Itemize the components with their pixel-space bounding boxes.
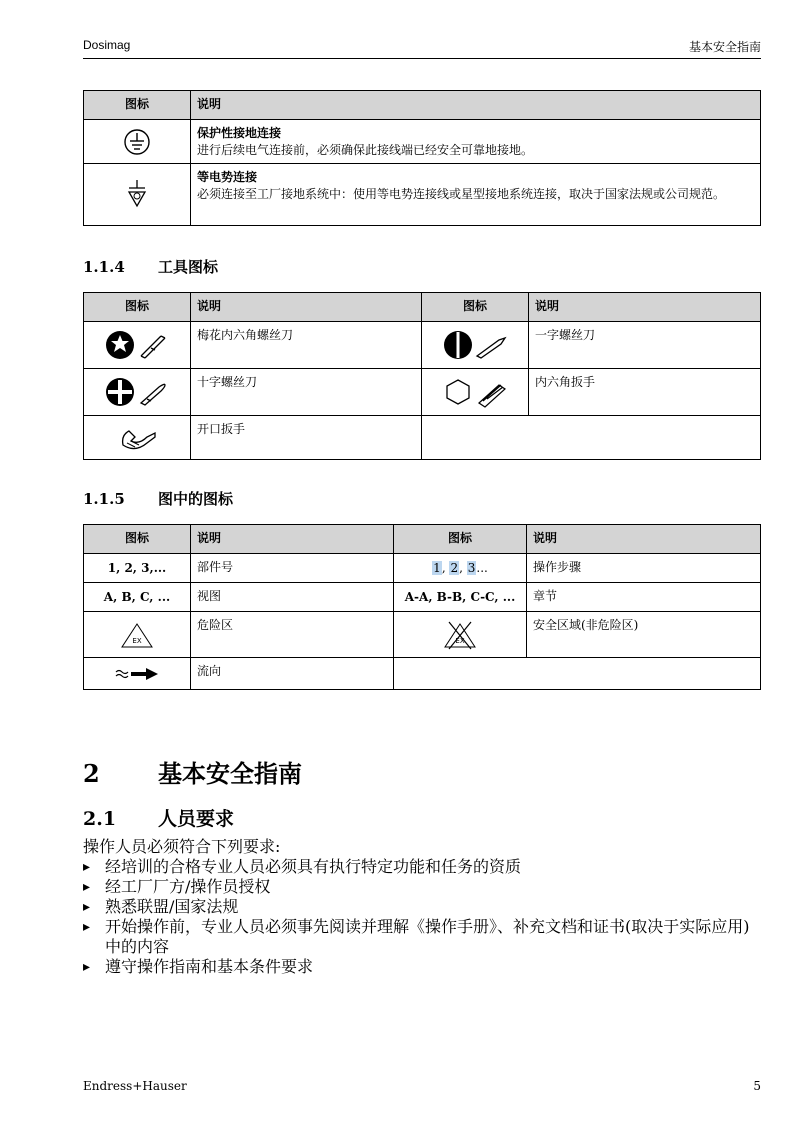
table-row <box>527 554 761 583</box>
section-title: 人员要求 <box>158 808 235 830</box>
tool-symbol-table <box>83 292 761 460</box>
section-symbol: A-A, B-B, C-C, ... <box>394 583 527 612</box>
header-product: Dosimag <box>83 38 131 52</box>
phillips-screwdriver-icon <box>84 369 191 416</box>
empty-cell <box>394 658 761 690</box>
col-header-icon: 图标 <box>422 293 529 322</box>
row-title: 等电势连接 <box>197 170 258 184</box>
hex-wrench-icon <box>422 369 529 416</box>
row-desc: 一字螺丝刀 <box>535 328 596 342</box>
section-number: 1.1.4 <box>83 258 125 276</box>
step-1: 1 <box>433 561 441 575</box>
row-desc: 流向 <box>197 664 222 678</box>
personnel-requirements <box>83 837 763 977</box>
section-number: 1.1.5 <box>83 490 125 508</box>
section-number: 2.1 <box>83 808 117 830</box>
safe-area-icon <box>394 612 527 658</box>
col-header-desc: 说明 <box>191 525 394 554</box>
row-desc: 部件号 <box>197 560 234 574</box>
section-title: 工具图标 <box>158 258 219 276</box>
row-desc: 操作步骤 <box>533 560 582 574</box>
row-desc: 进行后续电气连接前，必须确保此接线端已经安全可靠地接地。 <box>197 143 534 157</box>
table-row <box>191 658 394 690</box>
row-title: 保护性接地连接 <box>197 126 282 140</box>
section-heading-1-1-4 <box>83 256 218 277</box>
view-symbol: A, B, C, ... <box>84 583 191 612</box>
col-header-icon: 图标 <box>84 525 191 554</box>
header-section: 基本安全指南 <box>688 40 761 54</box>
table-row <box>527 583 761 612</box>
col-header-icon: 图标 <box>84 91 191 120</box>
symbol-table-electrical <box>83 90 761 226</box>
chapter-heading-2 <box>83 754 302 789</box>
col-header-desc: 说明 <box>191 91 761 120</box>
row-desc: 必须连接至工厂接地系统中：使用等电势连接线或星型接地系统连接，取决于国家法规或公司规范。 <box>197 187 726 201</box>
step-number-symbol: 1, 2, 3... <box>394 554 527 583</box>
table-row <box>527 612 761 658</box>
table-row <box>191 583 394 612</box>
svg-text:EX: EX <box>455 636 465 645</box>
table-row <box>191 612 394 658</box>
row-desc: 内六角扳手 <box>535 375 596 389</box>
step-2: 2 <box>450 561 459 575</box>
footer-company: Endress+Hauser <box>83 1079 187 1093</box>
table-row <box>191 164 761 226</box>
item-number-symbol: 1, 2, 3,... <box>84 554 191 583</box>
col-header-desc: 说明 <box>529 293 761 322</box>
list-item: ▸ 遵守操作指南和基本条件要求 <box>83 957 763 977</box>
protective-earth-icon <box>84 120 191 164</box>
col-header-desc: 说明 <box>191 293 422 322</box>
row-desc: 安全区域(非危险区) <box>533 618 639 632</box>
row-desc: 视图 <box>197 589 222 603</box>
equipotential-icon <box>84 164 191 226</box>
page-number: 5 <box>753 1079 761 1093</box>
page-header <box>83 36 761 59</box>
row-desc: 梅花内六角螺丝刀 <box>197 328 294 342</box>
step-tail: ... <box>476 561 488 575</box>
flow-direction-icon <box>84 658 191 690</box>
table-row <box>191 322 422 369</box>
table-row <box>191 120 761 164</box>
chapter-number: 2 <box>83 759 100 788</box>
table-row <box>191 554 394 583</box>
empty-cell <box>422 416 761 460</box>
row-desc: 危险区 <box>197 618 234 632</box>
table-row <box>191 416 422 460</box>
svg-text:EX: EX <box>132 636 142 645</box>
col-header-desc: 说明 <box>527 525 761 554</box>
intro-text: 操作人员必须符合下列要求: <box>83 837 281 856</box>
row-desc: 章节 <box>533 589 558 603</box>
col-header-icon: 图标 <box>394 525 527 554</box>
flat-screwdriver-icon <box>422 322 529 369</box>
list-item: ▸ 经工厂厂方/操作员授权 <box>83 877 763 897</box>
list-item: ▸ 开始操作前，专业人员必须事先阅读并理解《操作手册》、补充文档和证书(取决于实际应用)中的内容 <box>83 917 763 957</box>
col-header-icon: 图标 <box>84 293 191 322</box>
section-title: 图中的图标 <box>158 490 234 508</box>
row-desc: 开口扳手 <box>197 422 246 436</box>
list-item: ▸ 经培训的合格专业人员必须具有执行特定功能和任务的资质 <box>83 857 763 877</box>
section-heading-1-1-5 <box>83 488 233 509</box>
chapter-title: 基本安全指南 <box>158 759 302 788</box>
row-desc: 十字螺丝刀 <box>197 375 258 389</box>
step-3: 3 <box>467 561 476 575</box>
figure-symbol-table <box>83 524 761 690</box>
table-row <box>529 322 761 369</box>
list-item: ▸ 熟悉联盟/国家法规 <box>83 897 763 917</box>
section-heading-2-1 <box>83 804 234 831</box>
torx-screwdriver-icon <box>84 322 191 369</box>
table-row <box>529 369 761 416</box>
open-end-wrench-icon <box>84 416 191 460</box>
hazardous-area-icon <box>84 612 191 658</box>
requirements-list <box>83 857 763 977</box>
table-row <box>191 369 422 416</box>
